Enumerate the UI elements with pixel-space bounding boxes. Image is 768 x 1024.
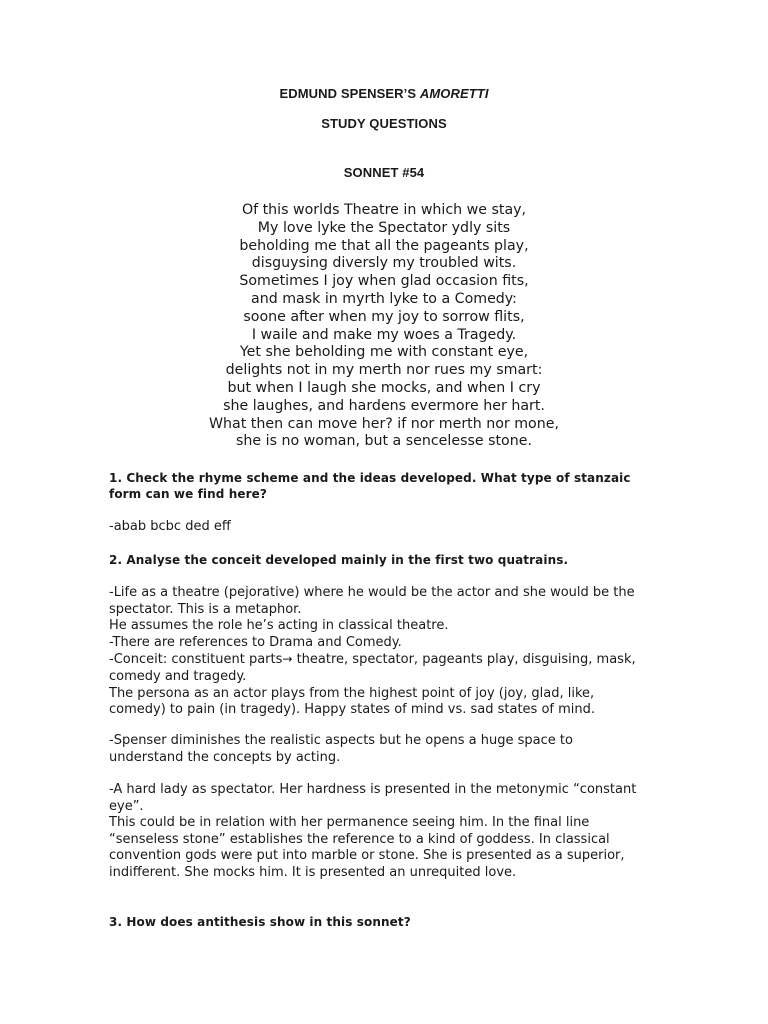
answer-2-paragraph: He assumes the role he’s acting in classical theatre. [109, 618, 449, 634]
question-1: 1. Check the rhyme scheme and the ideas developed. What type of stanzaic form can we find here? [109, 471, 631, 502]
question-3: 3. How does antithesis show in this sonnet? [109, 915, 411, 929]
document-title [0, 86, 768, 101]
answer-1: -abab bcbc ded eff [109, 519, 231, 534]
poem-line: beholding me that all the pageants play, [239, 237, 529, 254]
conceit-label: -Conceit: constituent parts [109, 652, 283, 668]
poem-line: Of this worlds Theatre in which we stay, [241, 202, 527, 218]
conceit-parts: theatre, spectator, pageants play, disguising, mask, comedy and tragedy. [109, 652, 636, 684]
sonnet-text [0, 202, 768, 451]
poem-line: soone after when my joy to sorrow flits, [243, 308, 525, 325]
poem-line: Sometimes I joy when glad occasion fits, [239, 273, 529, 290]
arrow-right-icon: → [282, 652, 293, 667]
poem-line: What then can move her? if nor merth nor mone, [209, 415, 559, 432]
poem-line: she is no woman, but a sencelesse stone. [236, 433, 532, 450]
poem-line: disguysing diversly my troubled wits. [251, 255, 517, 272]
answer-2-paragraph: -A hard lady as spectator. Her hardness is presented in the metonymic “constant eye”. [109, 782, 637, 814]
poem-line: and mask in myrth lyke to a Comedy: [251, 290, 517, 307]
poem-line: My love lyke the Spectator ydly sits [257, 219, 511, 236]
poem-line: I waile and make my woes a Tragedy. [251, 326, 517, 343]
answer-2-spenser: -Spenser diminishes the realistic aspects but he opens a huge space to understand the concepts by acting. [109, 733, 573, 765]
answer-2-paragraph: This could be in relation with her permanence seeing him. In the final line “senseless stone” establishes the reference to a kind of goddess. In classical convention gods were put into marble or stone. She is presented as a superior, indifferent. She mocks him. It is presented an unrequited love. [109, 815, 625, 880]
answer-2-paragraph: -There are references to Drama and Comedy. [109, 634, 402, 650]
title-author: EDMUND SPENSER’S [279, 86, 420, 101]
answer-2-paragraph [109, 651, 649, 685]
sonnet-heading: SONNET #54 [343, 165, 425, 180]
answer-2-paragraph: The persona as an actor plays from the highest point of joy (joy, glad, like, comedy) to pain (in tragedy). Happy states of mind vs. sad states of mind. [109, 685, 596, 718]
poem-line: delights not in my merth nor rues my smart: [225, 362, 543, 379]
poem-line: but when I laugh she mocks, and when I cry [227, 379, 541, 396]
question-2: 2. Analyse the conceit developed mainly in the first two quatrains. [109, 553, 569, 567]
document-subtitle: STUDY QUESTIONS [321, 116, 447, 131]
answer-2-lady-block [109, 782, 649, 882]
answer-2-block [109, 585, 649, 719]
answer-2-paragraph: -Life as a theatre (pejorative) where he would be the actor and she would be the spectator. This is a metaphor. [109, 585, 635, 617]
title-work: AMORETTI [419, 86, 489, 101]
poem-line: she laughes, and hardens evermore her hart. [223, 397, 545, 414]
poem-line: Yet she beholding me with constant eye, [239, 344, 529, 361]
